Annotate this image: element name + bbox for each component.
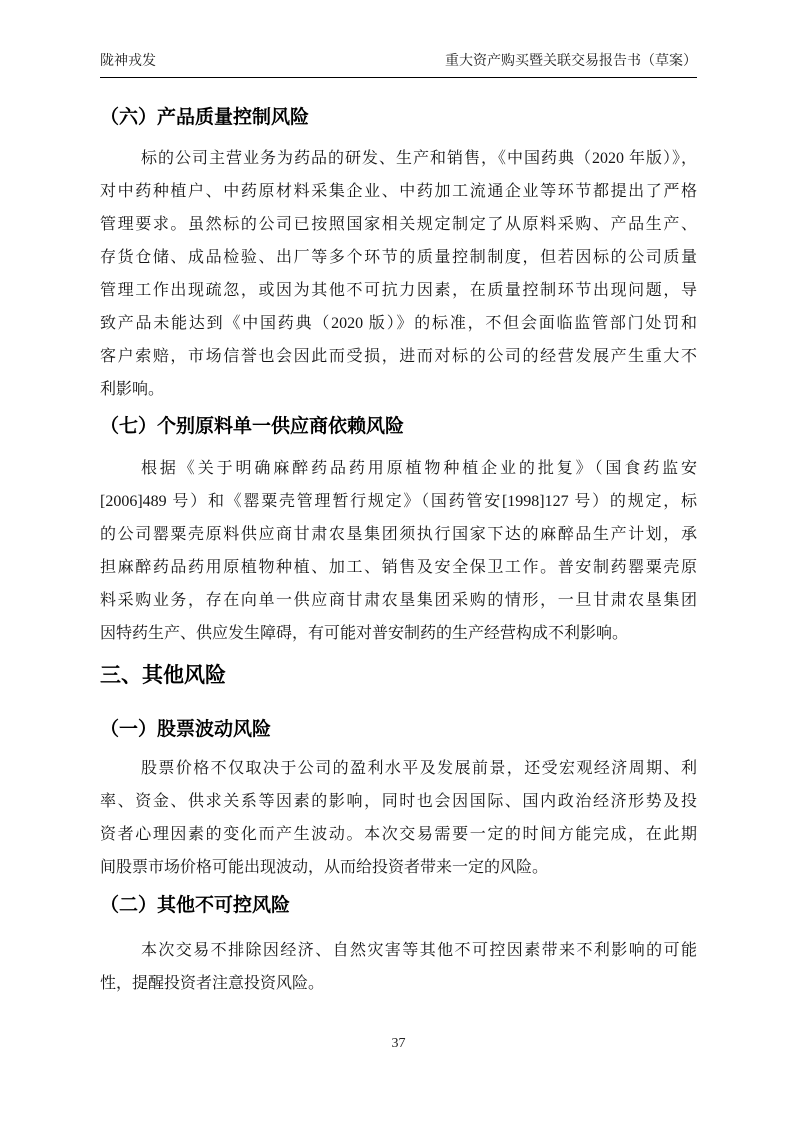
text-line: 率、资金、供求关系等因素的影响，同时也会因国际、国内政治经济形势及投	[100, 793, 697, 810]
heading-single-supplier-dependence-risk: （七）个别原料单一供应商依赖风险	[100, 416, 405, 437]
header-company-name: 陇神戎发	[100, 54, 156, 69]
paragraph-single-supplier-dependence-risk	[100, 452, 697, 650]
text-line: 客户索赔，市场信誉也会因此而受损，进而对标的公司的经营发展产生重大不	[100, 348, 697, 365]
heading-stock-volatility-risk: （一）股票波动风险	[100, 719, 272, 740]
text-line: 致产品未能达到《中国药典（2020 版）》的标准，不但会面临监管部门处罚和	[100, 315, 697, 332]
text-line: 担麻醉药品药用原植物种植、加工、销售及安全保卫工作。普安制药罂粟壳原	[100, 559, 697, 576]
text-line: [2006]489 号）和《罂粟壳管理暂行规定》（国药管安[1998]127 号）的规定，标	[100, 493, 697, 510]
text-line: 存货仓储、成品检验、出厂等多个环节的质量控制制度，但若因标的公司质量	[100, 249, 697, 266]
paragraph-stock-volatility-risk	[100, 752, 697, 884]
text-line: 标的公司主营业务为药品的研发、生产和销售，《中国药典（2020 年版）》，	[141, 150, 697, 167]
text-line: 对中药种植户、中药原材料采集企业、中药加工流通企业等环节都提出了严格	[100, 183, 697, 200]
text-line: 间股票市场价格可能出现波动，从而给投资者带来一定的风险。	[100, 859, 549, 876]
heading-other-uncontrollable-risk: （二）其他不可控风险	[100, 895, 291, 916]
text-line: 本次交易不排除因经济、自然灾害等其他不可控因素带来不利影响的可能	[141, 942, 697, 959]
heading-product-quality-control-risk: （六）产品质量控制风险	[100, 107, 310, 128]
paragraph-product-quality-control-risk	[100, 142, 697, 406]
text-line: 资者心理因素的变化而产生波动。本次交易需要一定的时间方能完成，在此期	[100, 826, 697, 843]
page-number: 37	[391, 1036, 406, 1051]
header-report-title: 重大资产购买暨关联交易报告书（草案）	[445, 54, 697, 69]
text-line: 股票价格不仅取决于公司的盈利水平及发展前景，还受宏观经济周期、利	[141, 760, 697, 777]
paragraph-other-uncontrollable-risk	[100, 934, 697, 1000]
text-line: 的公司罂粟壳原料供应商甘肃农垦集团须执行国家下达的麻醉品生产计划，承	[100, 526, 697, 543]
text-line: 利影响。	[100, 381, 165, 398]
text-line: 性，提醒投资者注意投资风险。	[100, 975, 325, 992]
text-line: 根据《关于明确麻醉药品药用原植物种植企业的批复》（国食药监安	[141, 460, 697, 477]
text-line: 料采购业务，存在向单一供应商甘肃农垦集团采购的情形，一旦甘肃农垦集团	[100, 592, 697, 609]
text-line: 管理工作出现疏忽，或因为其他不可抗力因素，在质量控制环节出现问题，导	[100, 282, 697, 299]
text-line: 因特药生产、供应发生障碍，有可能对普安制药的生产经营构成不利影响。	[100, 625, 629, 642]
page-header	[100, 52, 697, 78]
text-line: 管理要求。虽然标的公司已按照国家相关规定制定了从原料采购、产品生产、	[100, 216, 697, 233]
heading-other-risks-section: 三、其他风险	[100, 664, 226, 687]
